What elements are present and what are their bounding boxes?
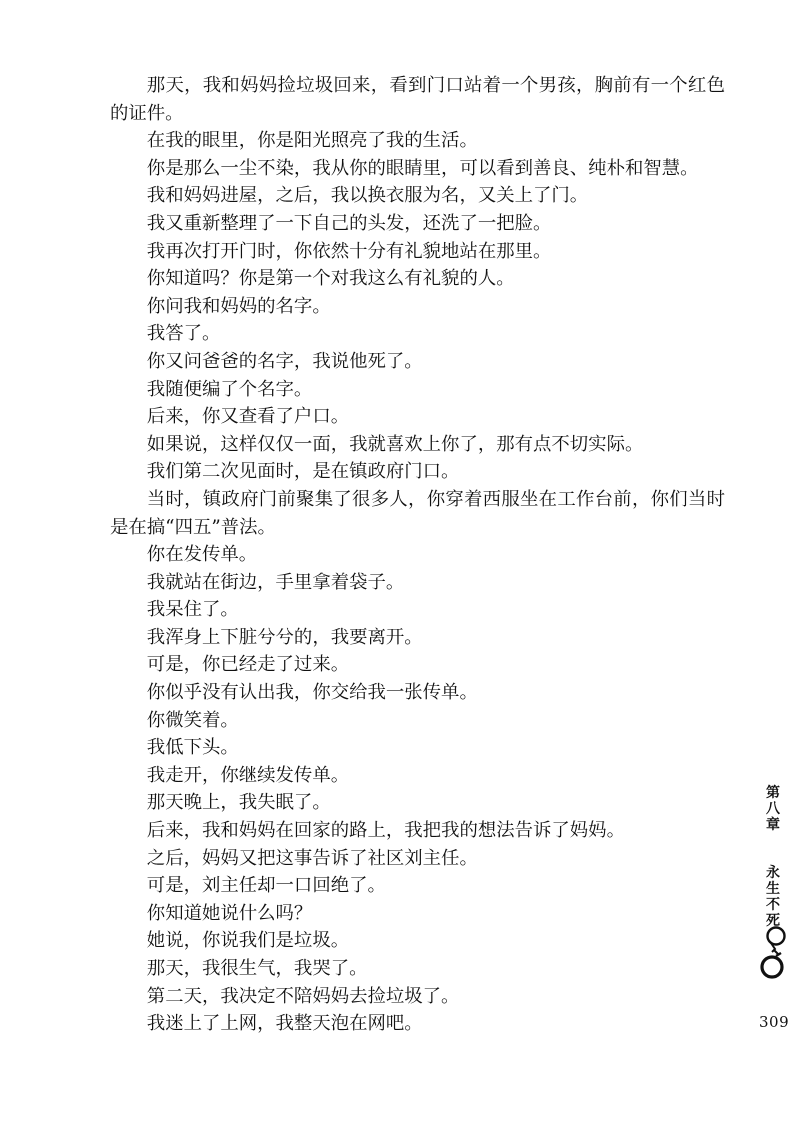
handcuffs-icon — [758, 924, 792, 984]
paragraph: 我和妈妈进屋，之后，我以换衣服为名，又关上了门。 — [146, 185, 589, 207]
paragraph: 后来，我和妈妈在回家的路上，我把我的想法告诉了妈妈。 — [146, 820, 625, 842]
page-body — [110, 72, 725, 1038]
paragraph: 你知道她说什么吗？ — [146, 902, 313, 924]
chapter-char: 章 — [766, 817, 780, 833]
paragraph: 我再次打开门时，你依然十分有礼貌地站在那里。 — [146, 240, 552, 262]
paragraph: 我浑身上下脏兮兮的，我要离开。 — [146, 626, 423, 648]
paragraph: 可是，刘主任却一口回绝了。 — [146, 875, 386, 897]
paragraph: 可是，你已经走了过来。 — [146, 654, 350, 676]
paragraph: 第二天，我决定不陪妈妈去捡垃圾了。 — [146, 985, 460, 1007]
paragraph: 之后，妈妈又把这事告诉了社区刘主任。 — [146, 847, 478, 869]
chapter-char: 第 — [766, 785, 780, 801]
paragraph: 我低下头。 — [146, 737, 239, 759]
paragraph: 我迷上了上网，我整天泡在网吧。 — [146, 1013, 423, 1035]
title-char: 生 — [766, 881, 780, 897]
paragraph: 我呆住了。 — [146, 599, 239, 621]
paragraph: 你又问爸爸的名字，我说他死了。 — [146, 350, 423, 372]
chapter-title — [760, 865, 786, 929]
paragraph: 我又重新整理了一下自己的头发，还洗了一把脸。 — [146, 212, 552, 234]
paragraph: 你在发传单。 — [146, 544, 258, 566]
title-char: 死 — [766, 913, 780, 929]
paragraph: 那天，我和妈妈捡垃圾回来，看到门口站着一个男孩，胸前有一个红色的证件。 — [110, 75, 725, 124]
paragraph: 你问我和妈妈的名字。 — [146, 295, 331, 317]
title-char: 永 — [766, 865, 780, 881]
paragraph: 你微笑着。 — [146, 709, 239, 731]
paragraph: 她说，你说我们是垃圾。 — [146, 930, 350, 952]
paragraph: 我就站在街边，手里拿着袋子。 — [146, 571, 405, 593]
paragraph: 在我的眼里，你是阳光照亮了我的生活。 — [146, 130, 478, 152]
paragraph: 如果说，这样仅仅一面，我就喜欢上你了，那有点不切实际。 — [146, 433, 644, 455]
title-char: 不 — [766, 897, 780, 913]
paragraph: 你是那么一尘不染，我从你的眼睛里，可以看到善良、纯朴和智慧。 — [146, 157, 699, 179]
paragraph: 当时，镇政府门前聚集了很多人，你穿着西服坐在工作台前，你们当时是在搞“四五”普法。 — [110, 488, 725, 538]
paragraph: 后来，你又查看了户口。 — [146, 406, 350, 428]
paragraph: 你似乎没有认出我，你交给我一张传单。 — [146, 682, 478, 704]
chapter-label — [760, 785, 786, 833]
paragraph: 我随便编了个名字。 — [146, 378, 313, 400]
paragraph: 我答了。 — [146, 323, 221, 345]
chapter-char: 八 — [766, 801, 780, 817]
paragraph: 你知道吗？你是第一个对我这么有礼貌的人。 — [146, 268, 515, 290]
paragraph: 我们第二次见面时，是在镇政府门口。 — [146, 461, 460, 483]
paragraph: 那天，我很生气，我哭了。 — [146, 958, 368, 979]
paragraph: 我走开，你继续发传单。 — [146, 764, 350, 786]
page-number: 309 — [759, 1013, 790, 1031]
paragraph: 那天晚上，我失眠了。 — [146, 792, 331, 814]
